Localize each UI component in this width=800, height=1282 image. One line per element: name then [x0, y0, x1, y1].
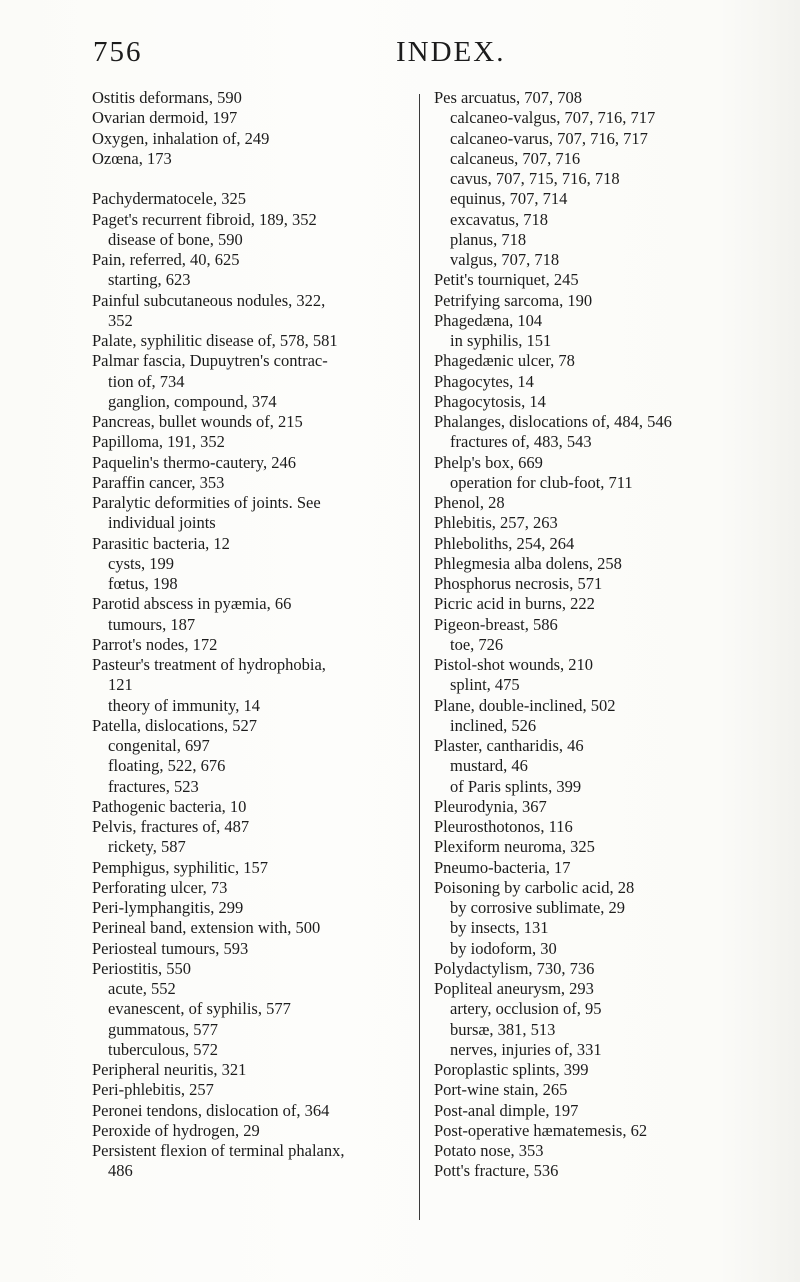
index-entry: Peroxide of hydrogen, 29: [92, 1120, 260, 1140]
index-subentry: splint, 475: [450, 675, 520, 695]
index-entry: Papilloma, 191, 352: [92, 432, 225, 452]
index-subentry: mustard, 46: [450, 756, 528, 776]
index-entry-continuation: 352: [108, 310, 133, 330]
index-entry: Phelp's box, 669: [434, 452, 543, 472]
index-entry: Ovarian dermoid, 197: [92, 108, 238, 128]
page-number: 756: [93, 36, 143, 68]
index-entry: Pancreas, bullet wounds of, 215: [92, 412, 303, 431]
index-entry-continuation: tion of, 734: [108, 371, 185, 391]
index-subentry: valgus, 707, 718: [450, 250, 560, 269]
index-entry: Picric acid in burns, 222: [434, 594, 595, 614]
index-entry-continuation: individual joints: [108, 513, 216, 533]
index-entry: Pneumo-bacteria, 17: [434, 857, 571, 877]
index-entry: Periostitis, 550: [92, 958, 192, 978]
index-entry: Pes arcuatus, 707, 708: [434, 88, 583, 107]
index-subentry: planus, 718: [450, 229, 527, 249]
index-entry: Phagocytosis, 14: [434, 391, 546, 411]
page-title: INDEX.: [396, 36, 506, 68]
column-divider: [419, 94, 420, 1220]
index-entry: Pleurodynia, 367: [434, 796, 547, 816]
index-subentry: fractures, 523: [108, 776, 199, 796]
index-entry: Phosphorus necrosis, 571: [434, 574, 603, 593]
index-entry: Palmar fascia, Dupuytren's contrac-: [92, 351, 328, 371]
index-entry: Pistol-shot wounds, 210: [434, 655, 594, 674]
index-subentry: evanescent, of syphilis, 577: [108, 999, 291, 1019]
index-subentry: calcaneo-varus, 707, 716, 717: [450, 128, 648, 148]
index-subentry: acute, 552: [108, 979, 176, 998]
index-entry: Potato nose, 353: [434, 1141, 544, 1160]
index-entry: Phlebitis, 257, 263: [434, 513, 558, 533]
index-entry: Phleboliths, 254, 264: [434, 533, 575, 553]
index-entry: Pleurosthotonos, 116: [434, 817, 573, 836]
entry-spacer: [92, 169, 410, 189]
index-subentry: calcaneo-valgus, 707, 716, 717: [450, 108, 656, 128]
index-subentry: of Paris splints, 399: [450, 776, 582, 796]
index-entry: Pott's fracture, 536: [434, 1161, 559, 1181]
index-entry: Pain, referred, 40, 625: [92, 250, 240, 269]
index-entry: Perineal band, extension with, 500: [92, 918, 321, 938]
index-entry: Perforating ulcer, 73: [92, 877, 228, 897]
index-entry: Petrifying sarcoma, 190: [434, 290, 593, 310]
index-entry: Peronei tendons, dislocation of, 364: [92, 1100, 330, 1120]
index-subentry: by corrosive sublimate, 29: [450, 898, 626, 917]
index-subentry: artery, occlusion of, 95: [450, 999, 602, 1019]
index-subentry: fœtus, 198: [108, 574, 178, 593]
index-entry: Port-wine stain, 265: [434, 1080, 568, 1100]
index-subentry: cavus, 707, 715, 716, 718: [450, 169, 620, 188]
index-subentry: in syphilis, 151: [450, 331, 552, 350]
page-header: [0, 36, 800, 76]
index-subentry: disease of bone, 590: [108, 229, 243, 249]
index-entry: Petit's tourniquet, 245: [434, 270, 579, 290]
index-entry: Patella, dislocations, 527: [92, 715, 257, 735]
index-subentry: nerves, injuries of, 331: [450, 1039, 602, 1059]
index-subentry: cysts, 199: [108, 553, 174, 573]
index-entry: Persistent flexion of terminal phalanx,: [92, 1141, 345, 1160]
index-entry: Peripheral neuritis, 321: [92, 1060, 247, 1079]
index-subentry: by insects, 131: [450, 918, 549, 938]
index-entry: Pathogenic bacteria, 10: [92, 796, 247, 816]
index-entry: Phagedæna, 104: [434, 310, 543, 330]
index-entry: Parasitic bacteria, 12: [92, 533, 230, 553]
index-subentry: starting, 623: [108, 270, 191, 290]
index-entry: Post-operative hæmatemesis, 62: [434, 1120, 648, 1140]
index-entry: Post-anal dimple, 197: [434, 1100, 579, 1120]
index-entry: Poroplastic splints, 399: [434, 1060, 589, 1079]
index-subentry: operation for club-foot, 711: [450, 472, 633, 492]
index-entry: Peri-lymphangitis, 299: [92, 898, 244, 917]
index-entry: Phalanges, dislocations of, 484, 546: [434, 412, 672, 431]
index-subentry: tumours, 187: [108, 614, 196, 634]
index-entry: Plexiform neuroma, 325: [434, 837, 595, 857]
index-subentry: theory of immunity, 14: [108, 695, 260, 715]
index-entry: Phlegmesia alba dolens, 258: [434, 553, 622, 573]
index-subentry: gummatous, 577: [108, 1019, 218, 1039]
index-entry: Palate, syphilitic disease of, 578, 581: [92, 331, 338, 350]
index-subentry: equinus, 707, 714: [450, 189, 568, 209]
index-entry: Phagocytes, 14: [434, 371, 534, 391]
index-entry: Ozœna, 173: [92, 148, 172, 168]
index-entry-continuation: 121: [108, 675, 133, 695]
index-subentry: by iodoform, 30: [450, 938, 557, 958]
index-entry: Periosteal tumours, 593: [92, 938, 249, 958]
index-entry: Pasteur's treatment of hydrophobia,: [92, 655, 326, 674]
index-entry: Paquelin's thermo-cautery, 246: [92, 452, 296, 472]
index-entry: Pachydermatocele, 325: [92, 189, 246, 209]
index-entry: Paraffin cancer, 353: [92, 472, 225, 492]
index-column-right: [434, 88, 744, 1182]
index-subentry: bursæ, 381, 513: [450, 1019, 556, 1039]
index-entry: Parrot's nodes, 172: [92, 634, 218, 654]
index-entry: Paget's recurrent fibroid, 189, 352: [92, 209, 317, 229]
index-subentry: congenital, 697: [108, 736, 210, 755]
index-column-left: [92, 88, 410, 1182]
index-entry: Oxygen, inhalation of, 249: [92, 128, 270, 148]
index-subentry: rickety, 587: [108, 837, 186, 857]
index-entry: Peri-phlebitis, 257: [92, 1080, 214, 1100]
index-subentry: ganglion, compound, 374: [108, 391, 277, 411]
index-entry: Ostitis deformans, 590: [92, 88, 242, 107]
index-entry: Painful subcutaneous nodules, 322,: [92, 290, 326, 310]
index-subentry: toe, 726: [450, 634, 504, 654]
index-entry: Phagedænic ulcer, 78: [434, 351, 575, 371]
index-entry: Plaster, cantharidis, 46: [434, 736, 584, 755]
index-subentry: calcaneus, 707, 716: [450, 148, 581, 168]
index-entry: Poisoning by carbolic acid, 28: [434, 877, 635, 897]
index-entry: Pigeon-breast, 586: [434, 614, 558, 634]
index-entry: Paralytic deformities of joints. See: [92, 493, 321, 512]
index-entry: Pemphigus, syphilitic, 157: [92, 857, 269, 877]
index-entry: Polydactylism, 730, 736: [434, 958, 595, 978]
index-subentry: floating, 522, 676: [108, 756, 226, 776]
index-entry: Phenol, 28: [434, 493, 505, 512]
index-entry: Plane, double-inclined, 502: [434, 695, 616, 715]
index-subentry: excavatus, 718: [450, 209, 549, 229]
index-entry: Popliteal aneurysm, 293: [434, 979, 594, 998]
index-entry: Pelvis, fractures of, 487: [92, 817, 250, 836]
index-entry-continuation: 486: [108, 1161, 133, 1181]
index-entry: Parotid abscess in pyæmia, 66: [92, 594, 292, 614]
index-subentry: inclined, 526: [450, 715, 537, 735]
index-subentry: tuberculous, 572: [108, 1039, 218, 1059]
index-subentry: fractures of, 483, 543: [450, 432, 592, 452]
